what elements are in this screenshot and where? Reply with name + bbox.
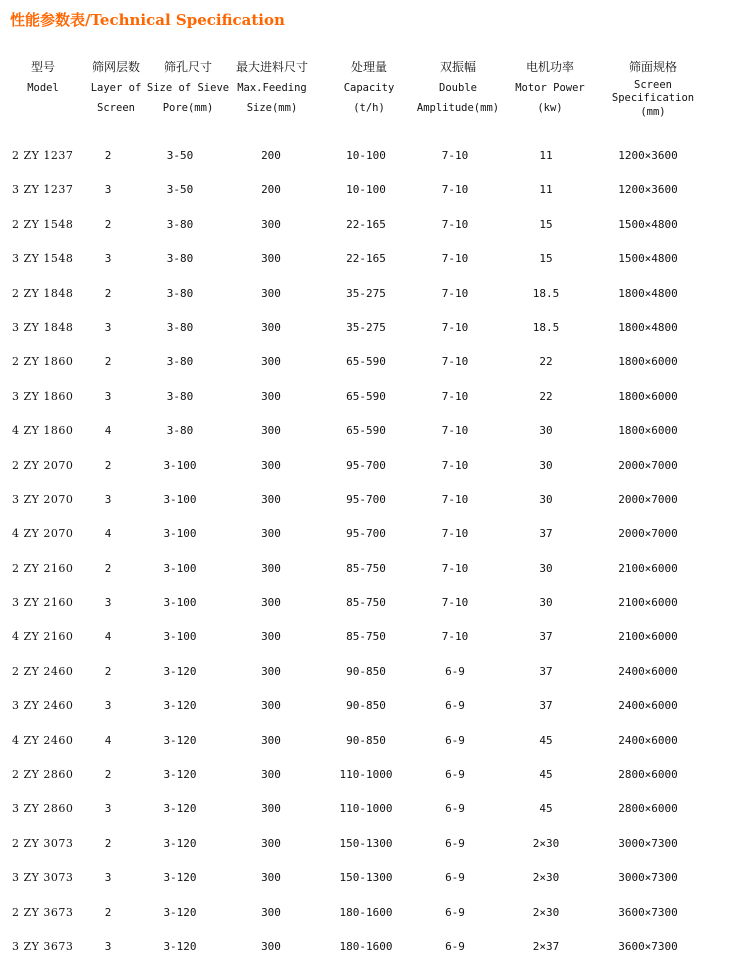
cell-sieve-pore: 3-80 xyxy=(166,217,194,231)
cell-layers: 2 xyxy=(104,458,112,472)
cell-layers: 3 xyxy=(104,252,112,266)
header-sieve-pore: 筛孔尺寸 Size of Sieve Pore(mm) xyxy=(146,60,230,114)
cell-motor-power: 18.5 xyxy=(532,286,560,300)
header-capacity: 处理量 Capacity (t/h) xyxy=(343,60,395,114)
cell-max-feeding: 300 xyxy=(261,699,281,713)
table-row xyxy=(0,415,737,449)
cell-model: 2 ZY 3073 xyxy=(12,836,74,850)
table-row xyxy=(0,553,737,587)
cell-model: 2 ZY 2160 xyxy=(12,561,74,575)
cell-amplitude: 7-10 xyxy=(441,355,469,369)
cell-motor-power: 30 xyxy=(539,458,553,472)
cell-max-feeding: 300 xyxy=(261,664,281,678)
cell-screen-spec: 2100×6000 xyxy=(618,596,678,610)
cell-sieve-pore: 3-100 xyxy=(163,527,197,541)
cell-capacity: 150-1300 xyxy=(339,871,393,885)
cell-sieve-pore: 3-80 xyxy=(166,424,194,438)
table-row xyxy=(0,725,737,759)
cell-sieve-pore: 3-120 xyxy=(163,733,197,747)
cell-layers: 2 xyxy=(104,664,112,678)
cell-screen-spec: 2800×6000 xyxy=(618,768,678,782)
cell-max-feeding: 300 xyxy=(261,424,281,438)
table-row xyxy=(0,759,737,793)
cell-amplitude: 7-10 xyxy=(441,183,469,197)
cell-max-feeding: 200 xyxy=(261,183,281,197)
table-row xyxy=(0,243,737,277)
cell-amplitude: 7-10 xyxy=(441,320,469,334)
cell-amplitude: 6-9 xyxy=(445,733,465,747)
table-row xyxy=(0,312,737,346)
cell-capacity: 180-1600 xyxy=(339,905,393,919)
cell-layers: 4 xyxy=(104,630,112,644)
table-row xyxy=(0,484,737,518)
cell-amplitude: 6-9 xyxy=(445,802,465,816)
cell-sieve-pore: 3-80 xyxy=(166,389,194,403)
cell-max-feeding: 300 xyxy=(261,252,281,266)
cell-amplitude: 6-9 xyxy=(445,939,465,953)
cell-amplitude: 7-10 xyxy=(441,596,469,610)
header-layers: 筛网层数 Layer of Screen xyxy=(90,60,142,114)
cell-screen-spec: 3600×7300 xyxy=(618,905,678,919)
cell-capacity: 90-850 xyxy=(346,699,386,713)
cell-screen-spec: 1800×6000 xyxy=(618,424,678,438)
cell-amplitude: 7-10 xyxy=(441,286,469,300)
cell-sieve-pore: 3-100 xyxy=(163,458,197,472)
table-row xyxy=(0,346,737,380)
cell-amplitude: 6-9 xyxy=(445,768,465,782)
cell-max-feeding: 300 xyxy=(261,905,281,919)
cell-capacity: 65-590 xyxy=(346,355,386,369)
cell-model: 4 ZY 2160 xyxy=(12,630,74,644)
cell-screen-spec: 1500×4800 xyxy=(618,217,678,231)
cell-motor-power: 18.5 xyxy=(532,320,560,334)
table-row xyxy=(0,381,737,415)
cell-capacity: 85-750 xyxy=(346,596,386,610)
cell-amplitude: 6-9 xyxy=(445,664,465,678)
table-row xyxy=(0,140,737,174)
cell-model: 3 ZY 2860 xyxy=(12,802,74,816)
cell-amplitude: 6-9 xyxy=(445,905,465,919)
cell-screen-spec: 1200×3600 xyxy=(618,149,678,162)
cell-max-feeding: 300 xyxy=(261,802,281,816)
cell-sieve-pore: 3-120 xyxy=(163,871,197,885)
table-header xyxy=(0,58,737,138)
cell-capacity: 85-750 xyxy=(346,630,386,644)
cell-max-feeding: 300 xyxy=(261,217,281,231)
cell-sieve-pore: 3-120 xyxy=(163,664,197,678)
cell-screen-spec: 1800×4800 xyxy=(618,320,678,334)
cell-amplitude: 7-10 xyxy=(441,458,469,472)
table-row xyxy=(0,209,737,243)
cell-layers: 2 xyxy=(104,768,112,782)
cell-amplitude: 7-10 xyxy=(441,389,469,403)
cell-motor-power: 22 xyxy=(539,389,553,403)
cell-motor-power: 30 xyxy=(539,596,553,610)
cell-motor-power: 30 xyxy=(539,492,553,506)
cell-max-feeding: 300 xyxy=(261,939,281,953)
cell-screen-spec: 2400×6000 xyxy=(618,733,678,747)
cell-layers: 3 xyxy=(104,939,112,953)
cell-capacity: 35-275 xyxy=(346,320,386,334)
table-row xyxy=(0,174,737,208)
cell-screen-spec: 3000×7300 xyxy=(618,836,678,850)
cell-model: 3 ZY 3673 xyxy=(12,939,74,953)
table-row xyxy=(0,278,737,312)
cell-screen-spec: 2400×6000 xyxy=(618,699,678,713)
cell-sieve-pore: 3-120 xyxy=(163,768,197,782)
cell-motor-power: 22 xyxy=(539,355,553,369)
cell-sieve-pore: 3-120 xyxy=(163,905,197,919)
table-row xyxy=(0,897,737,931)
table-row xyxy=(0,587,737,621)
cell-capacity: 110-1000 xyxy=(339,802,393,816)
cell-max-feeding: 300 xyxy=(261,630,281,644)
cell-amplitude: 6-9 xyxy=(445,699,465,713)
cell-motor-power: 2×37 xyxy=(532,939,560,953)
cell-screen-spec: 3600×7300 xyxy=(618,939,678,953)
cell-model: 3 ZY 1848 xyxy=(12,320,74,334)
cell-motor-power: 37 xyxy=(539,664,553,678)
cell-motor-power: 2×30 xyxy=(532,871,560,885)
cell-motor-power: 2×30 xyxy=(532,905,560,919)
cell-model: 2 ZY 1848 xyxy=(12,286,74,300)
cell-capacity: 95-700 xyxy=(346,527,386,541)
cell-screen-spec: 3000×7300 xyxy=(618,871,678,885)
cell-amplitude: 7-10 xyxy=(441,561,469,575)
cell-sieve-pore: 3-120 xyxy=(163,699,197,713)
cell-sieve-pore: 3-120 xyxy=(163,802,197,816)
cell-screen-spec: 2000×7000 xyxy=(618,527,678,541)
cell-layers: 3 xyxy=(104,596,112,610)
cell-amplitude: 7-10 xyxy=(441,527,469,541)
cell-layers: 4 xyxy=(104,527,112,541)
cell-screen-spec: 1800×6000 xyxy=(618,355,678,369)
cell-sieve-pore: 3-80 xyxy=(166,355,194,369)
cell-sieve-pore: 3-120 xyxy=(163,939,197,953)
cell-amplitude: 7-10 xyxy=(441,492,469,506)
cell-amplitude: 7-10 xyxy=(441,252,469,266)
cell-model: 3 ZY 1548 xyxy=(12,252,74,266)
cell-motor-power: 45 xyxy=(539,768,553,782)
table-row xyxy=(0,450,737,484)
cell-amplitude: 7-10 xyxy=(441,217,469,231)
cell-sieve-pore: 3-100 xyxy=(163,561,197,575)
cell-sieve-pore: 3-80 xyxy=(166,320,194,334)
cell-sieve-pore: 3-100 xyxy=(163,596,197,610)
cell-model: 2 ZY 3673 xyxy=(12,905,74,919)
cell-capacity: 85-750 xyxy=(346,561,386,575)
cell-layers: 3 xyxy=(104,389,112,403)
cell-motor-power: 37 xyxy=(539,630,553,644)
cell-layers: 3 xyxy=(104,183,112,197)
cell-motor-power: 30 xyxy=(539,561,553,575)
cell-layers: 3 xyxy=(104,871,112,885)
cell-capacity: 22-165 xyxy=(346,217,386,231)
cell-model: 2 ZY 2860 xyxy=(12,768,74,782)
cell-max-feeding: 300 xyxy=(261,389,281,403)
cell-max-feeding: 300 xyxy=(261,355,281,369)
page-title: 性能参数表/Technical Specification xyxy=(10,11,285,29)
cell-motor-power: 2×30 xyxy=(532,836,560,850)
cell-screen-spec: 2100×6000 xyxy=(618,630,678,644)
cell-max-feeding: 300 xyxy=(261,561,281,575)
cell-model: 3 ZY 2070 xyxy=(12,492,74,506)
cell-sieve-pore: 3-80 xyxy=(166,286,194,300)
cell-capacity: 10-100 xyxy=(346,149,386,162)
header-model: 型号 Model xyxy=(27,60,59,94)
cell-max-feeding: 300 xyxy=(261,286,281,300)
cell-capacity: 150-1300 xyxy=(339,836,393,850)
cell-capacity: 90-850 xyxy=(346,664,386,678)
cell-model: 4 ZY 1860 xyxy=(12,424,74,438)
cell-amplitude: 7-10 xyxy=(441,424,469,438)
cell-max-feeding: 300 xyxy=(261,596,281,610)
cell-max-feeding: 200 xyxy=(261,149,281,162)
cell-screen-spec: 2000×7000 xyxy=(618,492,678,506)
table-row xyxy=(0,518,737,552)
cell-model: 2 ZY 2460 xyxy=(12,664,74,678)
cell-sieve-pore: 3-100 xyxy=(163,630,197,644)
cell-model: 3 ZY 1860 xyxy=(12,389,74,403)
cell-motor-power: 15 xyxy=(539,217,553,231)
cell-screen-spec: 2800×6000 xyxy=(618,802,678,816)
cell-model: 3 ZY 1237 xyxy=(12,183,74,197)
cell-capacity: 65-590 xyxy=(346,424,386,438)
cell-amplitude: 7-10 xyxy=(441,149,469,162)
cell-sieve-pore: 3-120 xyxy=(163,836,197,850)
cell-sieve-pore: 3-50 xyxy=(166,183,194,197)
cell-capacity: 65-590 xyxy=(346,389,386,403)
cell-capacity: 95-700 xyxy=(346,458,386,472)
cell-model: 2 ZY 2070 xyxy=(12,458,74,472)
cell-max-feeding: 300 xyxy=(261,836,281,850)
table-row xyxy=(0,931,737,965)
cell-layers: 2 xyxy=(104,217,112,231)
cell-capacity: 10-100 xyxy=(346,183,386,197)
cell-layers: 3 xyxy=(104,802,112,816)
cell-layers: 2 xyxy=(104,149,112,162)
cell-capacity: 35-275 xyxy=(346,286,386,300)
cell-amplitude: 6-9 xyxy=(445,871,465,885)
cell-motor-power: 15 xyxy=(539,252,553,266)
cell-model: 4 ZY 2460 xyxy=(12,733,74,747)
cell-motor-power: 30 xyxy=(539,424,553,438)
cell-screen-spec: 1500×4800 xyxy=(618,252,678,266)
cell-capacity: 22-165 xyxy=(346,252,386,266)
header-amplitude: 双振幅 Double Amplitude(mm) xyxy=(416,60,500,114)
cell-motor-power: 37 xyxy=(539,527,553,541)
cell-motor-power: 11 xyxy=(539,149,553,162)
table-row xyxy=(0,690,737,724)
cell-motor-power: 45 xyxy=(539,802,553,816)
cell-model: 3 ZY 3073 xyxy=(12,871,74,885)
cell-model: 3 ZY 2160 xyxy=(12,596,74,610)
cell-capacity: 110-1000 xyxy=(339,768,393,782)
cell-max-feeding: 300 xyxy=(261,871,281,885)
cell-sieve-pore: 3-100 xyxy=(163,492,197,506)
cell-max-feeding: 300 xyxy=(261,320,281,334)
cell-screen-spec: 2000×7000 xyxy=(618,458,678,472)
cell-model: 4 ZY 2070 xyxy=(12,527,74,541)
cell-motor-power: 11 xyxy=(539,183,553,197)
cell-motor-power: 45 xyxy=(539,733,553,747)
cell-model: 2 ZY 1237 xyxy=(12,149,74,162)
table-row xyxy=(0,862,737,896)
cell-capacity: 180-1600 xyxy=(339,939,393,953)
table-row xyxy=(0,828,737,862)
header-motor-power: 电机功率 Motor Power (kw) xyxy=(515,60,585,114)
cell-layers: 2 xyxy=(104,561,112,575)
cell-layers: 2 xyxy=(104,905,112,919)
cell-max-feeding: 300 xyxy=(261,492,281,506)
cell-screen-spec: 2100×6000 xyxy=(618,561,678,575)
cell-screen-spec: 1800×4800 xyxy=(618,286,678,300)
cell-layers: 2 xyxy=(104,355,112,369)
table-row xyxy=(0,656,737,690)
cell-layers: 4 xyxy=(104,733,112,747)
cell-max-feeding: 300 xyxy=(261,527,281,541)
cell-layers: 2 xyxy=(104,286,112,300)
cell-amplitude: 7-10 xyxy=(441,630,469,644)
header-max-feeding: 最大进料尺寸 Max.Feeding Size(mm) xyxy=(235,60,308,114)
cell-amplitude: 6-9 xyxy=(445,836,465,850)
cell-sieve-pore: 3-50 xyxy=(166,149,194,162)
cell-screen-spec: 1200×3600 xyxy=(618,183,678,197)
cell-screen-spec: 1800×6000 xyxy=(618,389,678,403)
cell-model: 2 ZY 1548 xyxy=(12,217,74,231)
cell-max-feeding: 300 xyxy=(261,768,281,782)
cell-capacity: 90-850 xyxy=(346,733,386,747)
cell-model: 3 ZY 2460 xyxy=(12,699,74,713)
cell-layers: 4 xyxy=(104,424,112,438)
table-body xyxy=(0,140,737,965)
cell-model: 2 ZY 1860 xyxy=(12,355,74,369)
cell-sieve-pore: 3-80 xyxy=(166,252,194,266)
cell-motor-power: 37 xyxy=(539,699,553,713)
header-screen-spec: 筛面规格 Screen Specification (mm) xyxy=(611,60,695,119)
cell-screen-spec: 2400×6000 xyxy=(618,664,678,678)
table-row xyxy=(0,621,737,655)
cell-max-feeding: 300 xyxy=(261,458,281,472)
table-row xyxy=(0,793,737,827)
cell-capacity: 95-700 xyxy=(346,492,386,506)
cell-layers: 2 xyxy=(104,836,112,850)
cell-layers: 3 xyxy=(104,320,112,334)
cell-layers: 3 xyxy=(104,492,112,506)
cell-max-feeding: 300 xyxy=(261,733,281,747)
cell-layers: 3 xyxy=(104,699,112,713)
